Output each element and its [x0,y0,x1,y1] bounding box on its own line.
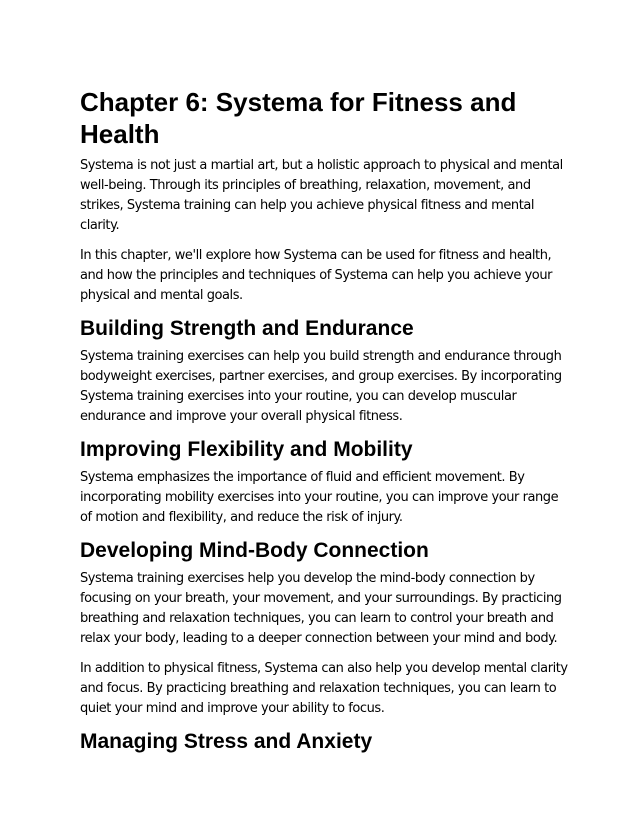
section-heading: Developing Mind-Body Connection [80,539,429,562]
intro-paragraph-2: In this chapter, we'll explore how Systema can be used for fitness and health, and how the principles and techniques of Systema can help you achieve your physical and mental goals. [80,248,552,303]
intro-paragraph-1: Systema is not just a martial art, but a holistic approach to physical and mental well-being. Through its principles of breathing, relaxation, movement, and strikes, Systema training can help you achieve physical fitness and mental clarity. [80,158,563,233]
chapter-title: Chapter 6: Systema for Fitness and Health [80,87,517,149]
section-mind-body [80,538,570,719]
section-heading: Improving Flexibility and Mobility [80,438,413,461]
section-paragraph: Systema training exercises can help you build strength and endurance through bodyweight exercises, partner exercises, and group exercises. By incorporating Systema training exercises into your routine, you can develop muscular endurance and improve your overall physical fitness. [80,349,562,424]
section-heading: Managing Stress and Anxiety [80,730,373,753]
section-paragraph: In addition to physical fitness, Systema can also help you develop mental clarity and focus. By practicing breathing and relaxation techniques, you can learn to quiet your mind and improve your ability to focus. [80,661,568,716]
section-stress-anxiety [80,729,570,755]
document-page [80,86,570,760]
section-paragraph: Systema training exercises help you develop the mind-body connection by focusing on your breath, your movement, and your surroundings. By practicing breathing and relaxation techniques, you can learn to control your breath and relax your body, leading to a deeper connection between your mind and body. [80,571,562,646]
section-flexibility-mobility [80,437,570,528]
section-strength-endurance [80,316,570,427]
section-paragraph: Systema emphasizes the importance of fluid and efficient movement. By incorporating mobility exercises into your routine, you can improve your range of motion and flexibility, and reduce the risk of injury. [80,470,559,525]
section-heading: Building Strength and Endurance [80,317,414,340]
